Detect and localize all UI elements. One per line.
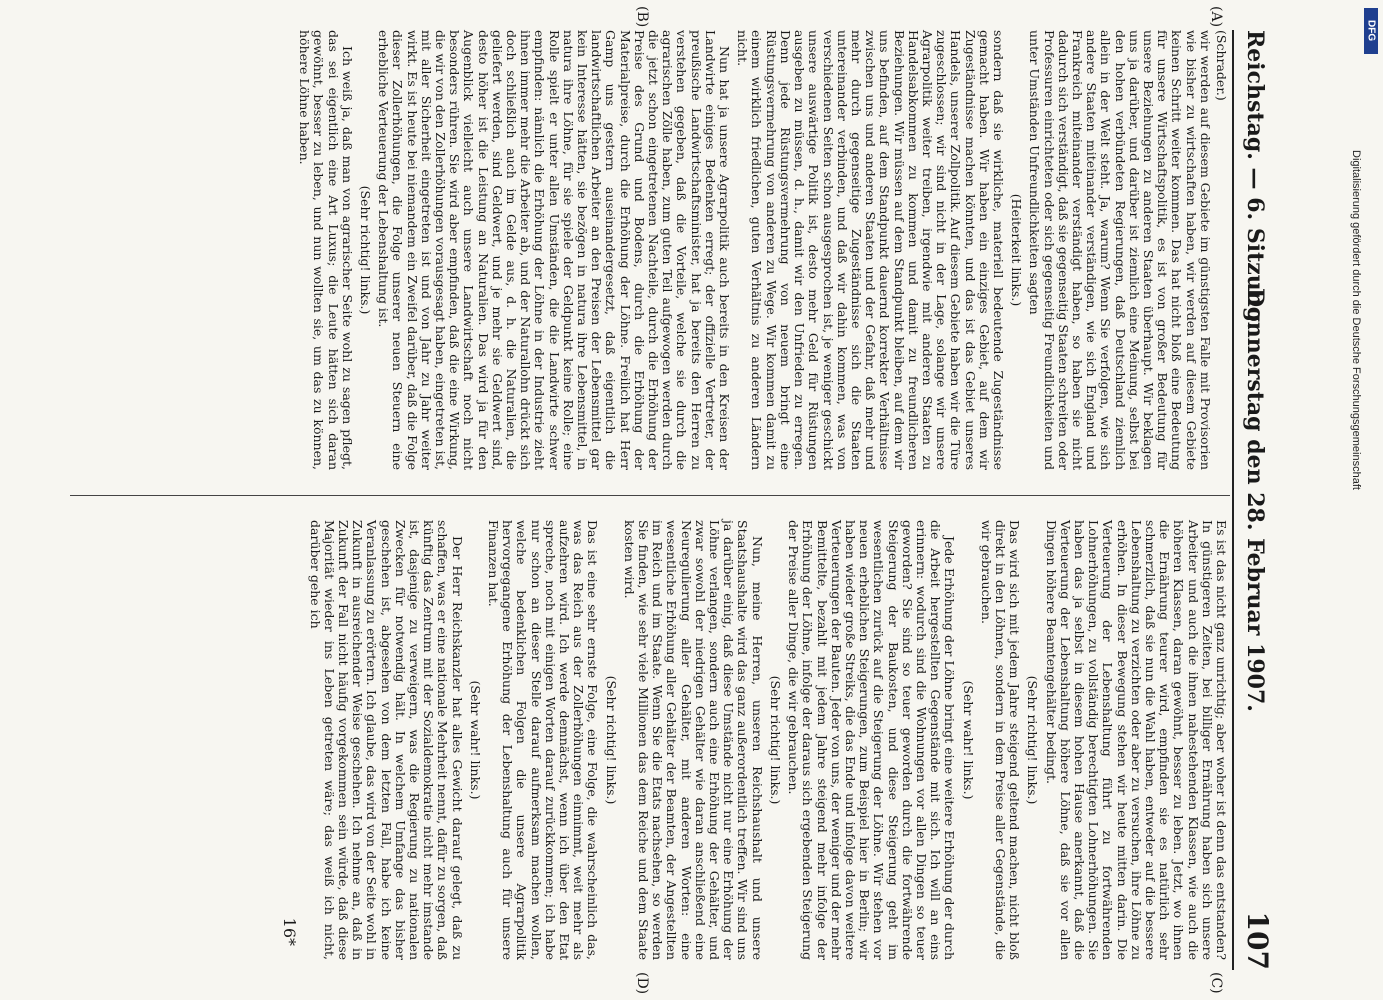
margin-marker-d: (D) [634, 972, 650, 995]
paragraph: Der Herr Reichskanzler hat alles Gewicht darauf gelegt, daß zu schaffen, was er eine nationale Mehrheit nennt, dafür zu sorgen, daß künftig das Zentrum mit der Sozialdemokratie nicht mehr imstande ist, dasjenige zu verweigern, was die Regierung zu nationalen Zwecken für notwendig hält. In welchem Umfange das bisher geschehen ist, abgesehen von dem letzten Fall, habe ich keine Veranlassung zu erörtern. Ich glaube, das wird von der Seite wohl in Zukunft in ausreichender Weise geschehen. Ich nehme an, daß in Zukunft der Fall nicht häufig vorgekommen sein würde, daß diese Majorität wieder ins Leben getreten wäre; das weiß ich nicht, darüber gehe ich [307, 520, 465, 960]
page-header [1232, 30, 1280, 970]
dfg-logo: DFG [1364, 8, 1378, 54]
paragraph: Es ist das nicht ganz unrichtig; aber woher ist denn das entstanden? In günstigeren Zeiten, bei billiger Ernährung haben sich unsere Arbeiter und auch die ihnen nahestehenden Klassen, wie auch die höheren Klassen, daran gewöhnt, besser zu leben. Jetzt, wo ihnen die Ernährung teurer wird, empfinden sie es natürlich sehr schmerzlich, daß sie nun die Wahl haben, entweder auf die bessere Lebenshaltung zu verzichten oder aber zu versuchen, ihre Löhne zu erhöhen. In dieser Bewegung stehen wir heute mitten darin. Die Verteuerung der Lebenshaltung führt zu fortwährenden Lohnerhöhungen, zu vollständig berechtigten Lohnerhöhungen. Sie haben das ja selbst in diesem hohen Hause anerkannt, daß die Verteuerung der Lebenshaltung höhere Löhne, daß sie vor allen Dingen höhere Beamtengehälter bedingt. [1043, 520, 1229, 960]
header-session: Reichstag. — 6. Sitzung. [1242, 30, 1268, 330]
rotated-content [50, 0, 1290, 1000]
header-date: Donnerstag den 28. Februar 1907. [1242, 288, 1268, 712]
column-left [293, 30, 1228, 470]
margin-marker-a: (A) [1208, 6, 1224, 28]
column-divider [70, 495, 1230, 496]
signature-mark: 16* [280, 917, 300, 946]
paragraph: sondern daß sie wirkliche, materiell bedeutende Zugeständnisse gemacht haben. Wir haben ein einziges Gebiet, auf dem wir Zugeständnisse machen könnten, und das ist das Gebiet unseres Handels, unserer Zollpolitik. Auf diesem Gebiete haben wir die Türe zugeschlossen; wir sind nicht in der Lage, solange wir unsere Agrarpolitik weiter treiben, irgendwie mit anderen Staaten zu Handelsabkommen zu kommen und damit zu freundlicheren Beziehungen. Wir müssen auf dem Standpunkt bleiben, auf dem wir uns befinden, auf dem Standpunkt dauernd korrekter Verhältnisse zwischen uns und anderen Staaten und der Gefahr, daß mehr und mehr durch gegenseitige Zugeständnisse sich die Staaten untereinander verbinden, und daß wir dahin kommen, was von verschiedenen Seiten schon ausgesprochen ist, je weniger geschickt unsere auswärtige Politik ist, desto mehr Geld für Rüstungen ausgeben zu müssen, d. h., damit wir den Unfrieden zu erregen. Denn jede Rüstungsvermehrung von neuem bringt eine Rüstungsvermehrung von anderen zu Wege. Wir kommen damit zu einem wirklich friedlichen, guten Verhältnis zu anderen Ländern nicht. [735, 30, 1006, 470]
interjection: (Heiterkeit links.) [1009, 193, 1025, 307]
interjection: (Sehr wahr! links.) [960, 680, 976, 800]
paragraph: Nun hat ja unsere Agrarpolitik auch bereits in den Kreisen der Landwirte einiges Bedenken erregt; der offizielle Vertreter, der preußische Landwirtschaftsminister, hat ja bereits den Herren zu verstehen gegeben, daß die Vorteile, welche sie durch die agrarischen Zölle haben, zum guten Teil aufgewogen werden durch die jetzt schon eingetretenen Nachteile, durch die Erhöhung der Preise des Grund und Bodens, durch die Erhöhung der Materialpreise, durch die Erhöhung der Löhne. Freilich hat Herr Gamp uns gestern auseinandergesetzt, daß eigentlich die landwirtschaftlichen Arbeiter an den Preisen der Lebensmittel gar kein Interesse hätten, sie bezögen in natura ihre Lebensmittel, in natura ihre Löhne, für sie spiele der Geldpunkt keine Rolle; eine Rolle spielt er unter allen Umständen, die die Landwirte schwer empfinden: nämlich die Erhöhung der Löhne in der Industrie zieht ihnen immer mehr die Arbeiter ab, und der Naturallohn drückt sich doch schließlich auch im Gelde aus, d. h. die Naturalien, die geliefert werden, sind Geldwert, und je mehr sie Geldwert sind, desto höher ist die Leistung an Naturalien. Das wird ja für den Augenblick vielleicht auch unsere Landwirtschaft noch nicht besonders rühren. Sie wird aber empfinden, daß die eine Wirkung, die wir von den Zollerhöhungen vorausgesagt haben, eingetreten ist, mit aller Sicherheit eingetreten ist und von Jahr zu Jahr weiter wirkt. Es ist heute bei niemandem ein Zweifel darüber, daß die Folge dieser Zollerhöhungen, die Folge unserer neuen Steuern eine erhebliche Verteuerung der Lebenshaltung ist. [376, 30, 733, 470]
margin-marker-b: (B) [634, 6, 650, 28]
page-number: 107 [1241, 911, 1274, 970]
column-right [280, 520, 1228, 960]
paragraph: Das wird sich mit jedem Jahre steigend geltend machen, nicht bloß direkt in den Löhnen, sondern in dem Preise aller Gegenstände, die wir gebrauchen. [978, 520, 1023, 960]
paragraph: Ich weiß ja, daß man von agrarischer Seite wohl zu sagen pflegt, das sei eigentlich eine Art Luxus; die Leute hätten sich daran gewöhnt, besser zu leben, und nun wollten sie, um das zu können, höhere Löhne haben. [297, 30, 355, 470]
interjection: (Sehr wahr! links.) [467, 680, 483, 800]
margin-marker-c: (C) [1208, 972, 1224, 994]
paragraph: Das ist eine sehr ernste Folge, eine Folge, die wahrscheinlich das, was das Reich aus der Zollerhöhungen einnimmt, weit mehr als aufzehren wird. Ich werde demnächst, wenn ich über den Etat spreche, noch mit einigen Worten darauf zurückkommen; ich habe nur schon an dieser Stelle darauf aufmerksam machen wollen, welche bedenklichen Folgen die unsere Agrarpolitik hervorgegangene Erhöhung der Lebenshaltung auch für unsere Finanzen hat. [486, 520, 601, 960]
digitization-credit: Digitalisierung gefördert durch die Deutsche Forschungsgemeinschaft [1350, 150, 1362, 490]
interjection: (Sehr richtig! links.) [767, 675, 783, 805]
paragraph: wir werden auf diesem Gebiete im günstigsten Falle mit Provisorien wie bisher zu wirtschaften haben, wir werden auf diesem Gebiete keinen Schritt weiter kommen. Das hat nicht bloß eine Bedeutung für unsere Wirtschaftspolitik, es ist von großer Bedeutung für unsere Beziehungen zu anderen Staaten überhaupt. Wir beklagen uns ja darüber, und darüber ist ziemlich eine Meinung, selbst bei den hohen verbündeten Regierungen, daß Deutschland ziemlich allein in der Welt steht. Ja, warum? Wenn Sie verfolgen, wie sich andere Staaten miteinander verständigen, wie sich England und Frankreich miteinander verständigt haben, so haben sie nicht dadurch sich verständigt, daß sie gegenseitig Staaten schreiten oder Professuren einrichteten oder sich gegenseitig Freundlichkeiten und unter Umständen Unfreundlichkeiten sagten [1027, 30, 1213, 470]
interjection: (Sehr richtig! links.) [603, 675, 619, 805]
interjection: (Sehr richtig! links.) [1025, 675, 1041, 805]
paragraph: Jede Erhöhung der Löhne bringt eine weitere Erhöhung der durch die Arbeit hergestellten Gegenstände mit sich. Ich will an eins erinnern: wodurch sind die Wohnungen vor allen Dingen so teuer geworden? Sie sind so teuer geworden durch die fortwährende Steigerung der Baukosten, und diese Steigerung geht im wesentlichen zurück auf die Steigerung der Löhne. Wir stehen vor neuen erheblichen Steigerungen, zum Beispiel hier in Berlin; wir haben wieder große Streiks, die das Ende und infolge davon weitere Verteuerungen der Bauten. Jeder von uns, der weniger und der mehr Bemittelte, bezahlt mit jedem Jahre steigend mehr infolge der Erhöhung der Löhne, infolge der daraus sich ergebenden Steigerung der Preise aller Dinge, die wir gebrauchen. [786, 520, 958, 960]
paragraph: Nun, meine Herren, unseren Reichshaushalt und unsere Staatshaushalte wird das ganz außerordentlich treffen. Wir sind uns ja darüber einig, daß diese Umstände nicht nur eine Erhöhung der Löhne verlangen, sondern auch eine Erhöhung der Gehälter, und zwar sowohl der niedrigen Gehälter wie daran anschließend eine Neuregulierung aller Gehälter, mit anderen Worten: eine wesentliche Erhöhung aller Gehälter der Beamten, der Angestellten im Reich und im Staate. Wenn Sie die Etats nachsehen, so werden Sie finden, wie sehr viele Millionen das dem Reiche und dem Staate kosten wird. [621, 520, 765, 960]
speaker-name: (Schrader.) [1214, 30, 1229, 101]
interjection: (Sehr richtig! links.) [358, 185, 374, 315]
